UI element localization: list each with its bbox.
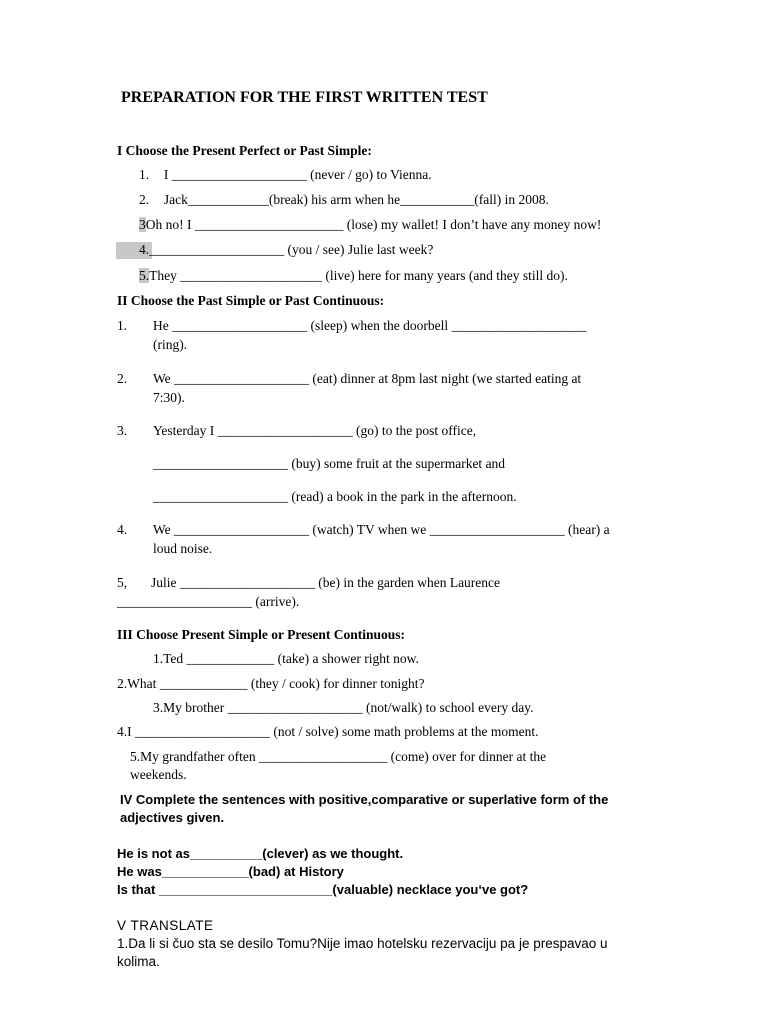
s1-item-5	[139, 267, 568, 285]
s1-item-5-num: 5.	[139, 268, 150, 283]
s3-item-1: 1.Ted _____________ (take) a shower right now.	[153, 651, 419, 666]
s5-line-1: 1.Da li si čuo sta se desilo Tomu?Nije imao hotelsku rezervaciju pa je prespavao u	[117, 936, 608, 951]
s2-item-3-line-3: ____________________ (read) a book in the park in the afternoon.	[153, 489, 517, 504]
s2-item-5-line-1: Julie ____________________ (be) in the garden when Laurence	[151, 575, 501, 590]
s1-item-2-text: Jack____________(break) his arm when he___________(fall) in 2008.	[163, 192, 549, 207]
s2-item-3-line-2: ____________________ (buy) some fruit at the supermarket and	[153, 456, 506, 471]
s2-item-1-num: 1.	[117, 318, 128, 333]
s3-item-5-line-1: 5.My grandfather often ___________________ (come) over for dinner at the	[130, 749, 547, 764]
s4-item-3: Is that ________________________(valuable) necklace you‘ve got?	[117, 882, 529, 897]
s4-item-1: He is not as__________(clever) as we thought.	[117, 846, 404, 861]
s1-item-4	[139, 241, 433, 259]
s2-item-4-line-2: loud noise.	[153, 541, 213, 556]
s3-item-5-line-2: weekends.	[130, 767, 187, 782]
s2-item-3-num: 3.	[117, 423, 128, 438]
s2-item-2-num: 2.	[117, 371, 128, 386]
section-4-heading-line-2: adjectives given.	[120, 810, 225, 825]
s2-item-4-line-1: We ____________________ (watch) TV when we ____________________ (hear) a	[153, 522, 610, 537]
s2-item-5-num: 5,	[117, 575, 128, 590]
s1-item-1	[139, 166, 432, 184]
s3-item-4: 4.I ____________________ (not / solve) some math problems at the moment.	[117, 724, 539, 739]
s1-item-3-text: Oh no! I ______________________ (lose) my wallet! I don’t have any money now!	[145, 217, 602, 232]
section-2-heading: II Choose the Past Simple or Past Continuous:	[117, 293, 385, 308]
s1-item-2-num: 2.	[139, 192, 150, 207]
s5-line-2: kolima.	[117, 954, 160, 969]
s2-item-3-line-1: Yesterday I ____________________ (go) to the post office,	[153, 423, 477, 438]
section-1-heading: I Choose the Present Perfect or Past Simple:	[117, 143, 372, 158]
s3-item-3: 3.My brother ____________________ (not/walk) to school every day.	[153, 700, 534, 715]
s1-item-3	[139, 216, 601, 234]
s1-item-1-num: 1.	[139, 167, 150, 182]
s1-item-4-text: ____________________ (you / see) Julie last week?	[149, 242, 434, 257]
s2-item-2-line-2: 7:30).	[153, 390, 185, 405]
s1-item-5-text: They _____________________ (live) here for many years (and they still do).	[149, 268, 568, 283]
page-title: PREPARATION FOR THE FIRST WRITTEN TEST	[121, 89, 488, 106]
s2-item-5-line-2: ____________________ (arrive).	[117, 594, 300, 609]
s4-item-2: He was____________(bad) at History	[117, 864, 344, 879]
section-3-heading: III Choose Present Simple or Present Continuous:	[117, 627, 406, 642]
s2-item-4-num: 4.	[117, 522, 128, 537]
s2-item-1-line-1: He ____________________ (sleep) when the doorbell ____________________	[153, 318, 587, 333]
s1-item-3-num: 3	[139, 217, 146, 232]
section-4-heading-line-1: IV Complete the sentences with positive,comparative or superlative form of the	[120, 792, 609, 807]
s1-item-4-num: 4.	[139, 242, 150, 257]
s1-item-1-text: I ____________________ (never / go) to Vienna.	[163, 167, 432, 182]
s2-item-1-line-2: (ring).	[153, 337, 188, 352]
s1-item-2	[139, 191, 549, 209]
section-5-heading: V TRANSLATE	[117, 918, 214, 933]
s3-item-2: 2.What _____________ (they / cook) for dinner tonight?	[117, 676, 425, 691]
s2-item-2-line-1: We ____________________ (eat) dinner at 8pm last night (we started eating at	[153, 371, 582, 386]
